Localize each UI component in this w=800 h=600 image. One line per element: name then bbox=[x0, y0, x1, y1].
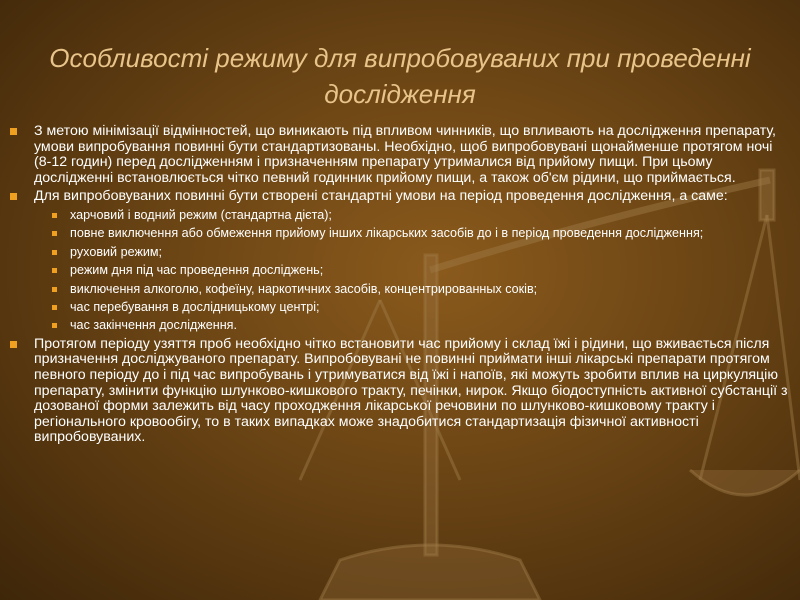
bullet-square-icon bbox=[10, 341, 17, 348]
paragraph-text: Протягом періоду узяття проб необхідно чітко встановити час прийому і склад їжі і рідини, що вживається після призначення досліджуваного препарату. Випробовувані не повинні приймати інші лікарські препарати протягом певного періоду до і під час випробувань і утримуватися від їжі і напоїв, які можуть зробити вплив на циркуляцію препарату, змінити функцію шлунково-кишкового тракту, печінки, нирок. Якщо біодоступність активної субстанції з дозованої форми залежить від часу проходження лікарської речовини по шлунково-кишковому тракту і регіонального кровообігу, то в таких випадках може знадобитися стандартизація фізичної активності випробовуваних. bbox=[34, 335, 788, 446]
sub-item-text: повне виключення або обмеження прийому інших лікарських засобів до і в період проведення дослідження; bbox=[70, 226, 704, 241]
page-title: Особливості режиму для випробовуваних при проведенні дослідження bbox=[49, 43, 751, 109]
bullet-square-icon bbox=[52, 323, 57, 328]
bullet-square-icon bbox=[52, 287, 57, 292]
list-item bbox=[8, 124, 788, 186]
list-item bbox=[8, 337, 788, 446]
sub-item-text: режим дня під час проведення досліджень; bbox=[70, 263, 324, 278]
sub-item-text: час перебування в дослідницькому центрі; bbox=[70, 300, 320, 314]
bullet-square-icon bbox=[10, 193, 17, 200]
bullet-square-icon bbox=[52, 305, 57, 310]
list-item bbox=[8, 189, 788, 205]
sub-item-text: харчовий і водний режим (стандартна дієта); bbox=[70, 207, 332, 222]
bullet-square-icon bbox=[52, 268, 57, 273]
bullet-square-icon bbox=[10, 128, 17, 135]
slide-content bbox=[8, 124, 788, 449]
bullet-square-icon bbox=[52, 250, 57, 255]
sub-list-item bbox=[8, 300, 788, 314]
sub-list-item bbox=[8, 245, 788, 259]
bullet-square-icon bbox=[52, 213, 57, 218]
sub-list bbox=[8, 208, 788, 333]
sub-list-item bbox=[8, 208, 788, 222]
sub-item-text: час закінчення дослідження. bbox=[70, 318, 237, 333]
sub-list-item bbox=[8, 318, 788, 332]
sub-item-text: руховий режим; bbox=[70, 244, 163, 259]
sub-item-text: виключення алкоголю, кофеїну, наркотичних засобів, концентрированных соків; bbox=[70, 281, 538, 296]
bullet-square-icon bbox=[52, 231, 57, 236]
sub-list-item bbox=[8, 226, 788, 240]
paragraph-text: Для випробовуваних повинні бути створені стандартні умови на період проведення дослідження, а саме: bbox=[34, 188, 728, 205]
sub-list-item bbox=[8, 282, 788, 296]
paragraph-text: З метою мінімізації відмінностей, що виникають під впливом чинників, що впливають на дослідження препарату, умови випробування повинні бути стандартизованы. Необхідно, щоб випробовувані щонайменше протягом ночі (8-12 годин) перед дослідженням і призначенням препарату утрималися від прийому пищи. При цьому дослідженні встановлюється чітко певний годинник прийому пищи, а також об'єм рідини, що приймається. bbox=[34, 123, 776, 186]
sub-list-item bbox=[8, 263, 788, 277]
